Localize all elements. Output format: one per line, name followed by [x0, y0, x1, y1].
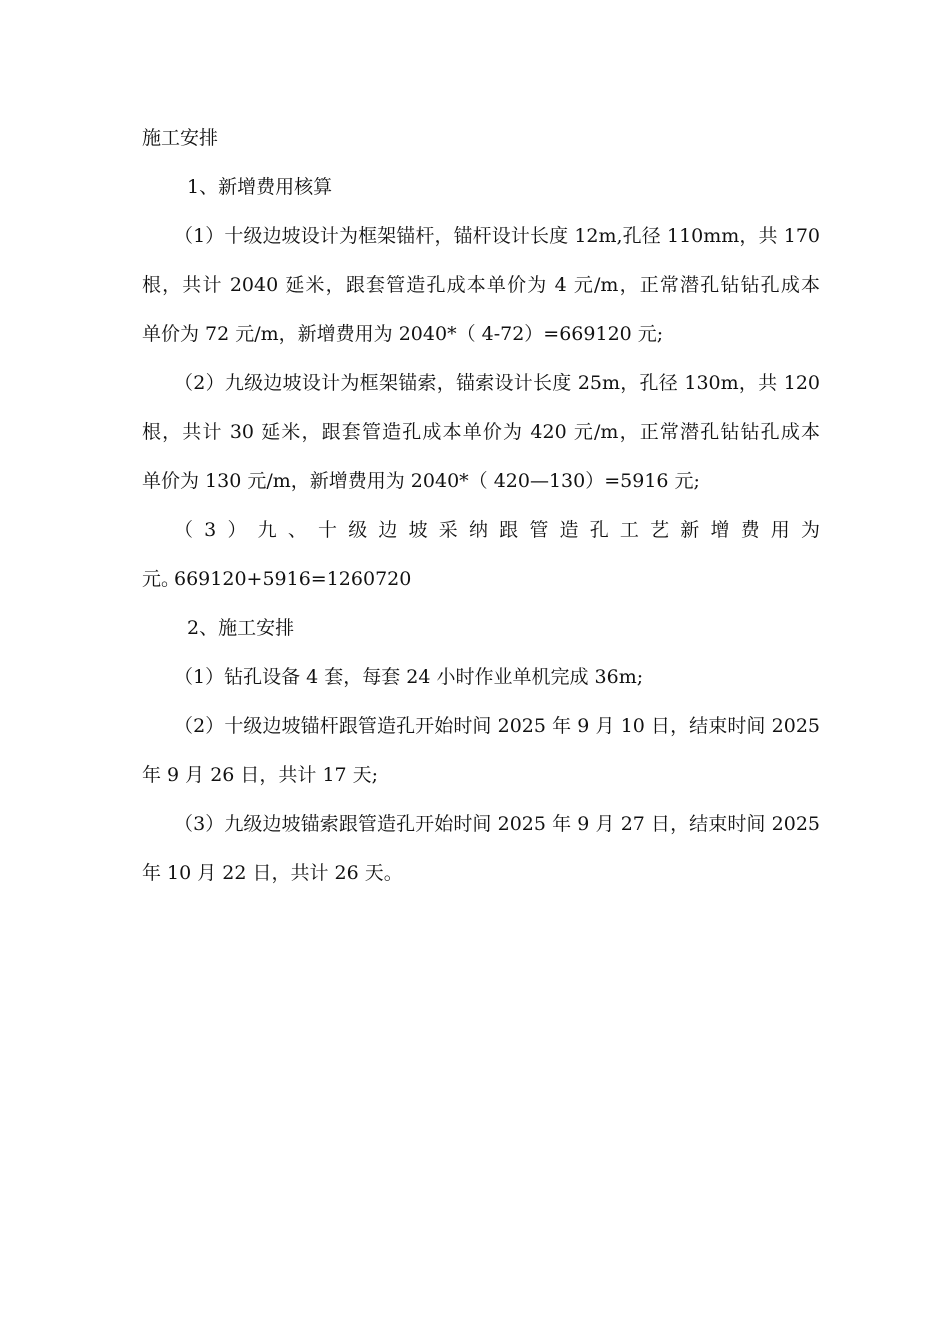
paragraph-line: 年 10 月 22 日，共计 26 天。: [142, 862, 403, 884]
paragraph-line: 根，共计 2040 延米，跟套管造孔成本单价为 4 元/m，正常潜孔钻钻孔成本: [142, 274, 820, 296]
paragraph-line: （3）九、十级边坡采纳跟管造孔工艺新增费用为 669120+5916=1260720: [174, 519, 820, 590]
section2-item1: （1）钻孔设备 4 套，每套 24 小时作业单机完成 36m;: [174, 666, 644, 688]
section1-heading: 1、新增费用核算: [187, 176, 333, 198]
paragraph-line: 根，共计 30 延米，跟套管造孔成本单价为 420 元/m，正常潜孔钻钻孔成本: [142, 421, 820, 443]
section2-item2: [142, 702, 820, 800]
document-body: [142, 114, 820, 898]
paragraph-line: 单价为 130 元/m，新增费用为 2040*（ 420—130）=5916 元;: [142, 470, 700, 492]
section2-heading: 2、施工安排: [187, 617, 295, 639]
paragraph-line: 年 9 月 26 日，共计 17 天;: [142, 764, 379, 786]
section1-item1: [142, 212, 820, 359]
paragraph-line: （3）九级边坡锚索跟管造孔开始时间 2025 年 9 月 27 日，结束时间 2025: [174, 813, 820, 835]
section1-item2: [142, 359, 820, 506]
paragraph-line: （1）十级边坡设计为框架锚杆，锚杆设计长度 12m,孔径 110mm，共 170: [174, 225, 820, 247]
paragraph-line: （2）九级边坡设计为框架锚索，锚索设计长度 25m，孔径 130m，共 120: [174, 372, 820, 394]
paragraph-line: （2）十级边坡锚杆跟管造孔开始时间 2025 年 9 月 10 日，结束时间 2025: [174, 715, 820, 737]
paragraph-line: 单价为 72 元/m，新增费用为 2040*（ 4-72）=669120 元;: [142, 323, 664, 345]
document-title: 施工安排: [142, 127, 219, 149]
paragraph-line: 元。: [142, 568, 181, 590]
section1-item3: [142, 506, 820, 604]
section2-item3: [142, 800, 820, 898]
